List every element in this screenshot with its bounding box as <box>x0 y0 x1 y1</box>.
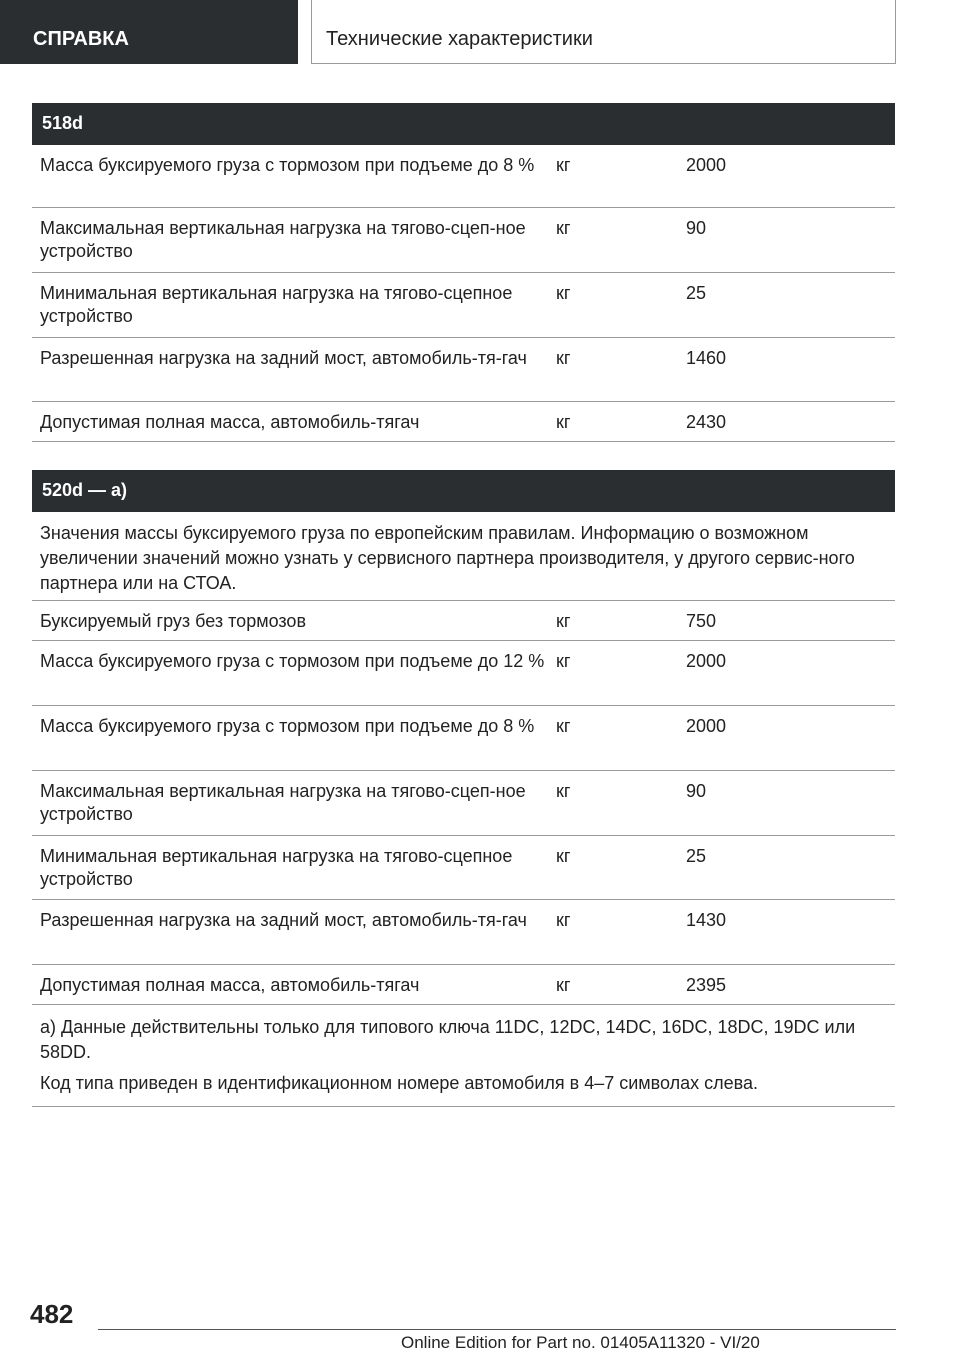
row-value: 90 <box>686 781 707 801</box>
table-row <box>32 900 895 965</box>
row-label: Масса буксируемого груза с тормозом при подъеме до 8 % <box>40 155 535 175</box>
footnote-type-code: Код типа приведен в идентификационном номере автомобиля в 4–7 символах слева. <box>40 1073 759 1093</box>
footer-divider <box>98 1329 896 1330</box>
page-number: 482 <box>30 1299 74 1329</box>
table-row <box>32 641 895 706</box>
row-value: 90 <box>686 218 707 238</box>
row-unit: кг <box>556 283 571 303</box>
row-unit: кг <box>556 781 571 801</box>
row-label: Допустимая полная масса, автомобиль-тягач <box>40 412 420 432</box>
row-label: Масса буксируемого груза с тормозом при подъеме до 8 % <box>40 716 535 736</box>
row-label: Буксируемый груз без тормозов <box>40 611 307 631</box>
table-row <box>32 601 895 641</box>
row-value: 1460 <box>686 348 727 368</box>
table-row <box>32 965 895 1005</box>
row-label: Минимальная вертикальная нагрузка на тягово-сцепное устройство <box>40 283 513 326</box>
table-row <box>32 273 895 338</box>
table-heading: 518d <box>32 103 895 145</box>
row-label: Допустимая полная масса, автомобиль-тягач <box>40 975 420 995</box>
row-label: Разрешенная нагрузка на задний мост, автомобиль-тя-гач <box>40 348 527 368</box>
footer-edition: Online Edition for Part no. 01405A11320 - VI/20 <box>401 1333 760 1352</box>
table-row <box>32 402 895 442</box>
row-unit: кг <box>556 218 571 238</box>
table-row <box>32 338 895 402</box>
row-value: 1430 <box>686 910 727 930</box>
row-label: Минимальная вертикальная нагрузка на тягово-сцепное устройство <box>40 846 513 889</box>
table-note: Значения массы буксируемого груза по европейским правилам. Информацию о возможном увеличении значений можно узнать у сервисного партнера производителя, у другого сервис-ного партнера или на СТОА. <box>32 512 895 601</box>
row-unit: кг <box>556 651 571 671</box>
row-unit: кг <box>556 846 571 866</box>
row-unit: кг <box>556 716 571 736</box>
row-value: 2000 <box>686 651 727 671</box>
row-unit: кг <box>556 348 571 368</box>
table-row <box>32 771 895 836</box>
row-unit: кг <box>556 611 571 631</box>
footnote-a: a) Данные действительны только для типового ключа 11DC, 12DC, 14DC, 16DC, 18DC, 19DC или 58DD. <box>40 1017 856 1062</box>
row-label: Максимальная вертикальная нагрузка на тягово-сцеп-ное устройство <box>40 781 526 824</box>
row-value: 25 <box>686 283 707 303</box>
row-value: 2000 <box>686 155 727 175</box>
row-label: Максимальная вертикальная нагрузка на тягово-сцеп-ное устройство <box>40 218 526 261</box>
row-value: 25 <box>686 846 707 866</box>
row-label: Разрешенная нагрузка на задний мост, автомобиль-тя-гач <box>40 910 527 930</box>
table-footnotes <box>32 1005 895 1107</box>
spec-table-520d <box>32 470 895 1107</box>
row-value: 2430 <box>686 412 727 432</box>
table-row <box>32 145 895 208</box>
row-unit: кг <box>556 155 571 175</box>
row-unit: кг <box>556 975 571 995</box>
chapter-title: Технические характеристики <box>311 0 896 64</box>
row-unit: кг <box>556 412 571 432</box>
table-row <box>32 208 895 273</box>
row-unit: кг <box>556 910 571 930</box>
table-row <box>32 706 895 771</box>
row-value: 750 <box>686 611 717 631</box>
spec-table-518d <box>32 103 895 442</box>
row-label: Масса буксируемого груза с тормозом при подъеме до 12 % <box>40 651 545 671</box>
table-row <box>32 836 895 900</box>
row-value: 2395 <box>686 975 727 995</box>
table-heading: 520d — a) <box>32 470 895 512</box>
section-tab: СПРАВКА <box>0 0 298 64</box>
row-value: 2000 <box>686 716 727 736</box>
